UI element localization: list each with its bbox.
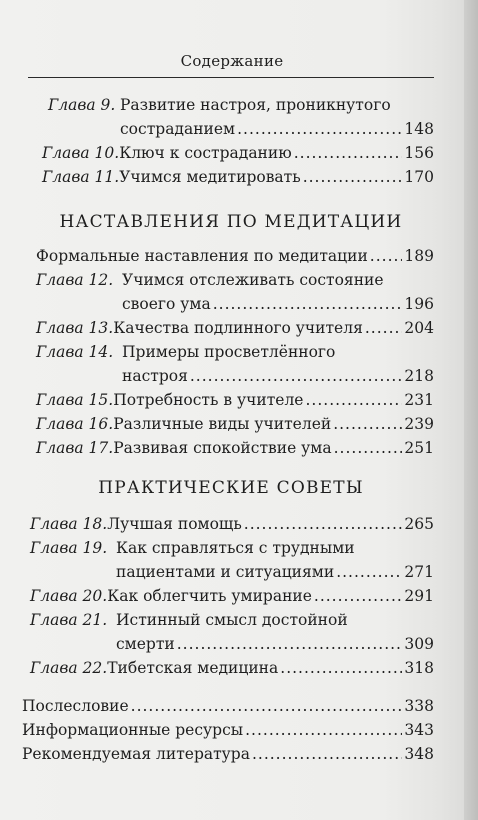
leader-dots — [370, 246, 403, 266]
chapter-number: Глава 17. — [36, 439, 114, 457]
chapter-number: Глава 19. — [30, 539, 108, 557]
chapter-number: Глава 18. — [30, 515, 108, 533]
chapter-title-continued: смерти — [116, 635, 175, 653]
chapter-title: Потребность в учителе — [113, 391, 304, 409]
chapter-title: Как облегчить умирание — [107, 587, 312, 605]
chapter-title-continued: пациентами и ситуациями — [116, 563, 335, 581]
page-number: 291 — [404, 587, 434, 605]
section-heading: НАСТАВЛЕНИЯ ПО МЕДИТАЦИИ — [59, 212, 403, 232]
chapter-number: Глава 21. — [30, 611, 108, 629]
page-number: 251 — [404, 439, 434, 457]
entry-title: Формальные наставления по медитации — [36, 247, 368, 265]
chapter-title: Учимся отслеживать состояние — [122, 271, 384, 289]
chapter-title: Истинный смысл достойной — [116, 611, 348, 629]
toc-entry — [48, 95, 434, 115]
toc-entry — [36, 318, 434, 338]
chapter-number: Глава 15. — [36, 391, 114, 409]
page-number: 218 — [404, 367, 434, 385]
toc-entry-continuation — [116, 634, 434, 654]
leader-dots — [303, 167, 403, 187]
toc-entry — [22, 696, 434, 716]
leader-dots — [305, 390, 402, 410]
page-number: 204 — [404, 319, 434, 337]
toc-entry — [42, 143, 434, 163]
page-number: 343 — [404, 721, 434, 739]
toc-entry-continuation — [116, 562, 434, 582]
toc-entry — [36, 438, 434, 458]
chapter-number: Глава 11. — [42, 168, 120, 186]
toc-entry — [30, 586, 434, 606]
chapter-number: Глава 22. — [30, 659, 108, 677]
entry-title: Рекомендуемая литература — [22, 745, 250, 763]
page-number: 309 — [404, 635, 434, 653]
chapter-title: Ключ к состраданию — [119, 144, 292, 162]
section-heading: ПРАКТИЧЕСКИЕ СОВЕТЫ — [98, 478, 364, 498]
toc-entry — [42, 167, 434, 187]
chapter-title: Различные виды учителей — [113, 415, 332, 433]
leader-dots — [213, 294, 403, 314]
leader-dots — [336, 562, 402, 582]
chapter-number: Глава 9. — [48, 96, 116, 114]
toc-entry — [30, 538, 434, 558]
entry-title: Послесловие — [22, 697, 129, 715]
toc-entry-continuation — [120, 119, 434, 139]
chapter-title: Примеры просветлённого — [122, 343, 336, 361]
chapter-number: Глава 10. — [42, 144, 120, 162]
chapter-number: Глава 13. — [36, 319, 114, 337]
entry-title: Информационные ресурсы — [22, 721, 244, 739]
leader-dots — [333, 414, 402, 434]
chapter-title-continued: состраданием — [120, 120, 236, 138]
leader-dots — [131, 696, 403, 716]
page-number: 189 — [404, 247, 434, 265]
chapter-title: Лучшая помощь — [107, 515, 242, 533]
page-number: 170 — [404, 168, 434, 186]
toc-entry — [30, 658, 434, 678]
toc-entry — [30, 514, 434, 534]
toc-entry — [36, 270, 434, 290]
running-header: Содержание — [180, 52, 284, 70]
toc-entry — [22, 720, 434, 740]
toc-entry — [36, 342, 434, 362]
page-number: 239 — [404, 415, 434, 433]
page-number: 231 — [404, 391, 434, 409]
page-number: 338 — [404, 697, 434, 715]
leader-dots — [280, 658, 402, 678]
chapter-title: Развитие настроя, проникнутого — [120, 96, 391, 114]
chapter-number: Глава 12. — [36, 271, 114, 289]
chapter-number: Глава 16. — [36, 415, 114, 433]
page-number: 348 — [404, 745, 434, 763]
chapter-title: Как справляться с трудными — [116, 539, 355, 557]
chapter-title: Тибетская медицина — [107, 659, 279, 677]
leader-dots — [190, 366, 403, 386]
toc-entry — [22, 744, 434, 764]
toc-entry — [36, 246, 434, 266]
toc-entry — [36, 414, 434, 434]
chapter-number: Глава 14. — [36, 343, 114, 361]
chapter-title: Развивая спокойствие ума — [113, 439, 332, 457]
chapter-title-continued: своего ума — [122, 295, 211, 313]
chapter-title: Качества подлинного учителя — [113, 319, 363, 337]
leader-dots — [314, 586, 403, 606]
leader-dots — [365, 318, 403, 338]
leader-dots — [177, 634, 403, 654]
chapter-title: Учимся медитировать — [119, 168, 301, 186]
leader-dots — [334, 438, 403, 458]
toc-entry-continuation — [122, 366, 434, 386]
leader-dots — [245, 720, 402, 740]
chapter-title-continued: настроя — [122, 367, 188, 385]
toc-entry — [36, 390, 434, 410]
toc-entry-continuation — [122, 294, 434, 314]
toc-entry — [30, 610, 434, 630]
leader-dots — [237, 119, 402, 139]
leader-dots — [294, 143, 403, 163]
page-number: 156 — [404, 144, 434, 162]
page-number: 148 — [404, 120, 434, 138]
leader-dots — [252, 744, 402, 764]
chapter-number: Глава 20. — [30, 587, 108, 605]
page-number: 265 — [404, 515, 434, 533]
page-number: 318 — [404, 659, 434, 677]
leader-dots — [244, 514, 403, 534]
page-number: 196 — [404, 295, 434, 313]
page-number: 271 — [404, 563, 434, 581]
